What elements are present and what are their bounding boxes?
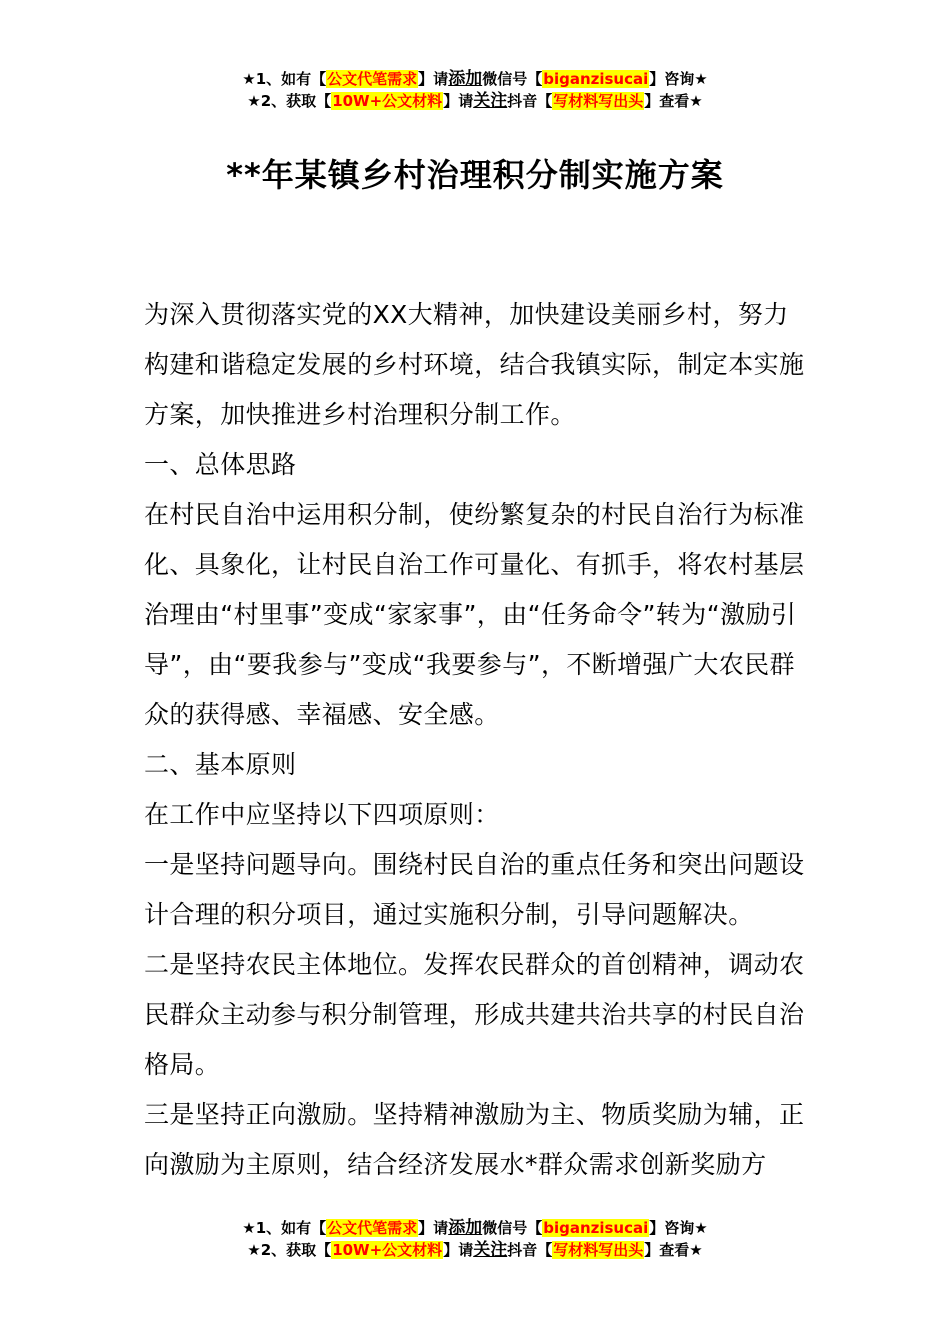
- footer-ad-line-2: ★2、获取【10W+公文材料】请关注抖音【写材料写出头】查看★: [247, 1240, 703, 1260]
- section-heading-1: 一、总体思路: [144, 450, 297, 479]
- section-heading-2: 二、基本原则: [144, 750, 297, 779]
- footer-ad-highlight: 10W+公文材料: [332, 1241, 443, 1259]
- header-ad-line-2: ★2、获取【10W+公文材料】请关注抖音【写材料写出头】查看★: [247, 91, 703, 111]
- document-body: [144, 290, 809, 1190]
- header-ad-highlight: 公文代笔需求: [327, 70, 418, 88]
- principle-paragraph-3: 三是坚持正向激励。坚持精神激励为主、物质奖励为辅，正向激励为主原则，结合经济发展水*群众需求创新奖励方: [144, 1100, 805, 1179]
- body-paragraph: 在工作中应坚持以下四项原则：: [144, 800, 500, 829]
- footer-ad-highlight: 公文代笔需求: [327, 1219, 418, 1237]
- footer-ad: [0, 1217, 950, 1261]
- footer-ad-wechat-id: biganzisucai: [543, 1219, 649, 1237]
- header-ad-douyin-account: 写材料写出头: [553, 92, 644, 110]
- footer-ad-douyin-account: 写材料写出头: [553, 1241, 644, 1259]
- principle-paragraph-1: 一是坚持问题导向。围绕村民自治的重点任务和突出问题设计合理的积分项目，通过实施积分制，引导问题解决。: [144, 850, 805, 929]
- document-title: **年某镇乡村治理积分制实施方案: [226, 156, 724, 194]
- intro-paragraph: 为深入贯彻落实党的XX大精神，加快建设美丽乡村，努力构建和谐稳定发展的乡村环境，结合我镇实际，制定本实施方案，加快推进乡村治理积分制工作。: [144, 300, 805, 429]
- principle-paragraph-2: 二是坚持农民主体地位。发挥农民群众的首创精神，调动农民群众主动参与积分制管理，形成共建共治共享的村民自治格局。: [144, 950, 805, 1079]
- header-ad: [0, 68, 950, 112]
- footer-ad-line-1: ★1、如有【公文代笔需求】请添加微信号【biganzisucai】咨询★: [242, 1218, 708, 1238]
- body-paragraph: 在村民自治中运用积分制，使纷繁复杂的村民自治行为标准化、具象化，让村民自治工作可量化、有抓手，将农村基层治理由“村里事”变成“家家事”，由“任务命令”转为“激励引导”，由“要我参与”变成“我要参与”，不断增强广大农民群众的获得感、幸福感、安全感。: [144, 500, 805, 729]
- header-ad-wechat-id: biganzisucai: [543, 70, 649, 88]
- header-ad-highlight: 10W+公文材料: [332, 92, 443, 110]
- header-ad-line-1: ★1、如有【公文代笔需求】请添加微信号【biganzisucai】咨询★: [242, 69, 708, 89]
